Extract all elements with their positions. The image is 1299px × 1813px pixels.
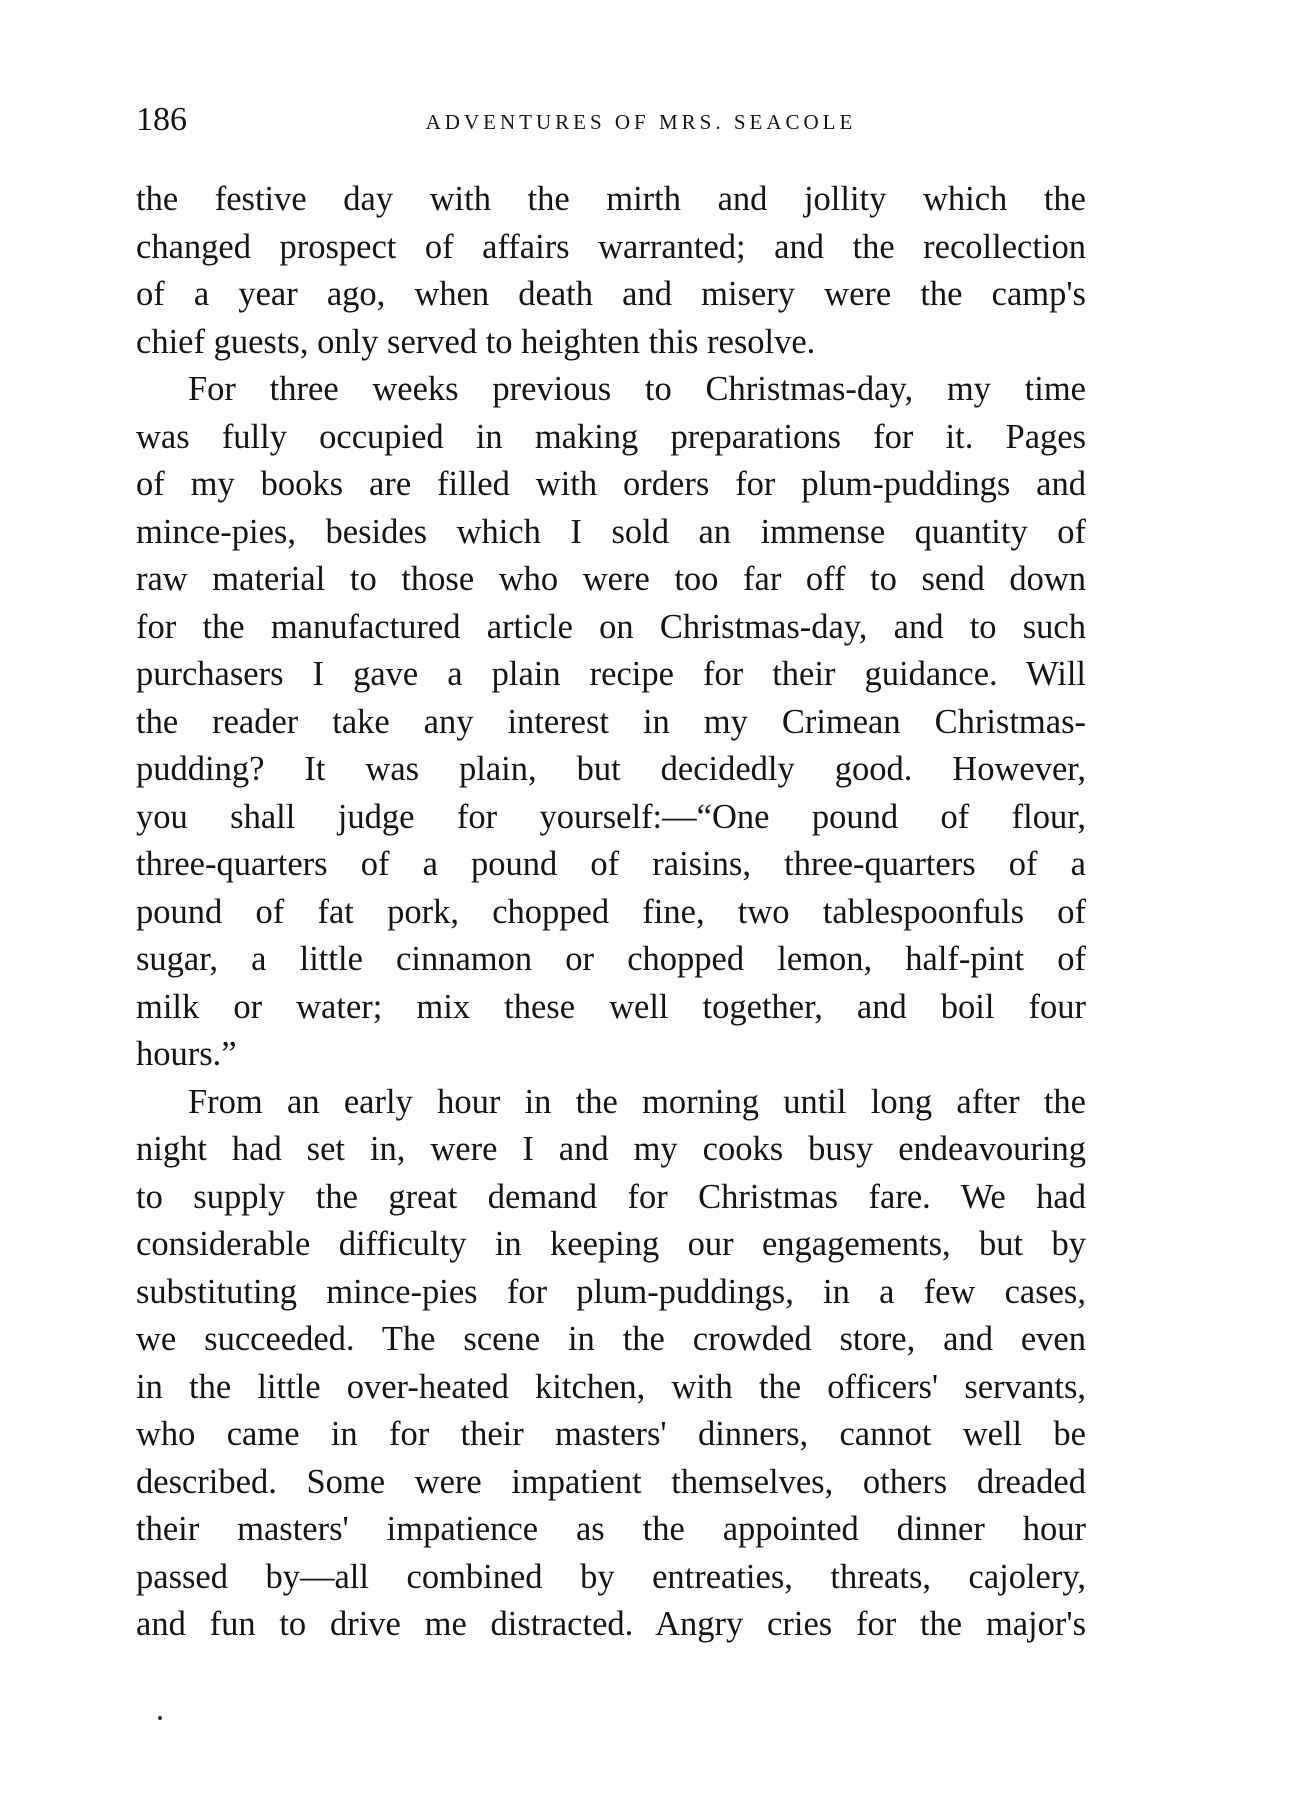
- text-line: the reader take any interest in my Crimean Christmas-: [136, 702, 1086, 741]
- text-line: sugar, a little cinnamon or chopped lemon, half-pint of: [136, 940, 1086, 978]
- page-header: [136, 100, 1086, 150]
- text-line: and fun to drive me distracted. Angry cries for the major's: [136, 1605, 1086, 1643]
- text-line: raw material to those who were too far off to send down: [136, 560, 1086, 598]
- text-line: three-quarters of a pound of raisins, three-quarters of a: [136, 845, 1086, 883]
- text-line: their masters' impatience as the appointed dinner hour: [136, 1510, 1086, 1548]
- page-number: 186: [136, 101, 187, 138]
- text-line: mince-pies, besides which I sold an immense quantity of: [136, 512, 1086, 551]
- text-line: who came in for their masters' dinners, cannot well be: [136, 1415, 1086, 1453]
- text-line: we succeeded. The scene in the crowded store, and even: [136, 1320, 1086, 1358]
- text-line: of a year ago, when death and misery were the camp's: [136, 275, 1086, 313]
- text-line: hours.”: [136, 1035, 237, 1073]
- text-line: pudding? It was plain, but decidedly good. However,: [136, 750, 1086, 788]
- text-line: purchasers I gave a plain recipe for their guidance. Will: [136, 655, 1086, 693]
- text-line: chief guests, only served to heighten this resolve.: [136, 322, 816, 361]
- text-line: night had set in, were I and my cooks busy endeavouring: [136, 1130, 1086, 1168]
- text-line: considerable difficulty in keeping our engagements, but by: [136, 1225, 1086, 1263]
- text-line: pound of fat pork, chopped fine, two tablespoonfuls of: [136, 892, 1086, 931]
- text-line: of my books are filled with orders for plum-puddings and: [136, 465, 1086, 503]
- text-line: in the little over-heated kitchen, with the officers' servants,: [136, 1367, 1086, 1406]
- running-head: ADVENTURES OF MRS. SEACOLE: [425, 110, 857, 134]
- ink-speck: [158, 1716, 162, 1720]
- text-line: changed prospect of affairs warranted; and the recollection: [136, 227, 1086, 266]
- text-line: For three weeks previous to Christmas-day, my time: [188, 370, 1086, 408]
- body-text: [136, 176, 1086, 1649]
- text-line: was fully occupied in making preparations for it. Pages: [136, 417, 1086, 456]
- text-line: substituting mince-pies for plum-puddings, in a few cases,: [136, 1272, 1086, 1311]
- text-line: to supply the great demand for Christmas fare. We had: [136, 1177, 1086, 1216]
- text-line: described. Some were impatient themselves, others dreaded: [136, 1462, 1086, 1501]
- text-line: the festive day with the mirth and jollity which the: [136, 180, 1086, 218]
- text-line: milk or water; mix these well together, and boil four: [136, 987, 1086, 1026]
- text-line: passed by—all combined by entreaties, threats, cajolery,: [136, 1557, 1086, 1596]
- text-line: for the manufactured article on Christmas-day, and to such: [136, 607, 1086, 646]
- text-line: you shall judge for yourself:—“One pound of flour,: [136, 797, 1086, 836]
- text-line: From an early hour in the morning until long after the: [188, 1082, 1086, 1121]
